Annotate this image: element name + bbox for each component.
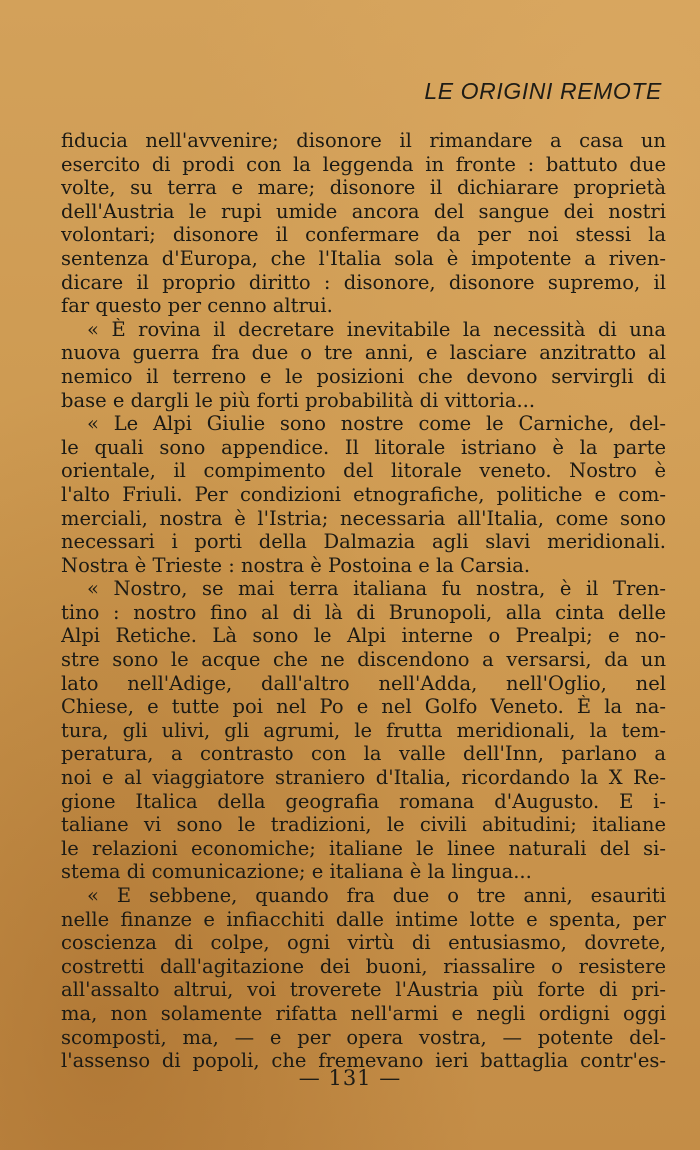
text-line: merciali, nostra è l'Istria; necessaria all'Italia, come sono <box>61 506 666 530</box>
text-line: scomposti, ma, — e per opera vostra, — potente del- <box>61 1025 666 1049</box>
text-line: volte, su terra e mare; disonore il dichiarare proprietà <box>61 176 666 200</box>
text-line: costretti dall'agitazione dei buoni, riassalire o resistere <box>61 954 666 978</box>
text-line: tura, gli ulivi, gli agrumi, le frutta meridionali, la tem- <box>61 718 666 742</box>
text-line: nuova guerra fra due o tre anni, e lasciare anzitratto al <box>61 341 666 365</box>
text-line: l'alto Friuli. Per condizioni etnografiche, politiche e com- <box>61 482 666 506</box>
text-line: noi e al viaggiatore straniero d'Italia, ricordando la X Re- <box>61 766 666 790</box>
text-line: base e dargli le più forti probabilità di vittoria... <box>61 388 536 412</box>
text-line: taliane vi sono le tradizioni, le civili abitudini; italiane <box>61 813 666 837</box>
text-line: dicare il proprio diritto : disonore, disonore supremo, il <box>61 270 666 294</box>
text-line: « Le Alpi Giulie sono nostre come le Carniche, del- <box>87 412 666 436</box>
text-line: fiducia nell'avvenire; disonore il rimandare a casa un <box>61 129 666 152</box>
text-line: far questo per cenno altrui. <box>61 294 333 318</box>
text-line: l'assenso di popoli, che fremevano ieri battaglia contr'es- <box>61 1049 666 1073</box>
text-line: nemico il terreno e le posizioni che devono servirgli di <box>61 364 666 388</box>
text-line: volontari; disonore il confermare da per noi stessi la <box>61 223 666 247</box>
text-line: stre sono le acque che ne discendono a versarsi, da un <box>61 648 666 672</box>
text-line: lato nell'Adige, dall'altro nell'Adda, nell'Oglio, nel <box>61 671 666 695</box>
text-line: le quali sono appendice. Il litorale istriano è la parte <box>61 435 666 459</box>
page-number: — 131 — <box>298 1066 402 1090</box>
running-header: LE ORIGINI REMOTE <box>424 78 662 104</box>
text-line: nelle finanze e infiacchiti dalle intime lotte e spenta, per <box>61 907 666 931</box>
text-line: gione Italica della geografia romana d'Augusto. E i- <box>61 789 666 813</box>
text-line: « Nostro, se mai terra italiana fu nostra, è il Tren- <box>87 577 666 601</box>
text-line: tino : nostro fino al di là di Brunopoli, alla cinta delle <box>61 600 666 624</box>
text-line: all'assalto altrui, voi troverete l'Austria più forte di pri- <box>61 978 666 1002</box>
text-line: ma, non solamente rifatta nell'armi e negli ordigni oggi <box>61 1001 666 1025</box>
text-line: « È rovina il decretare inevitabile la necessità di una <box>87 317 666 341</box>
text-line: « E sebbene, quando fra due o tre anni, esauriti <box>87 884 666 907</box>
text-line: stema di comunicazione; e italiana è la lingua... <box>61 860 532 884</box>
text-line: esercito di prodi con la leggenda in fronte : battuto due <box>61 152 666 176</box>
body-text <box>61 129 666 1073</box>
text-line: necessari i porti della Dalmazia agli slavi meridionali. <box>61 530 666 554</box>
text-line: peratura, a contrasto con la valle dell'Inn, parlano a <box>61 742 666 766</box>
text-line: Nostra è Trieste : nostra è Postoina e la Carsia. <box>61 553 531 577</box>
text-line: Alpi Retiche. Là sono le Alpi interne o Prealpi; e no- <box>61 624 666 648</box>
text-line: le relazioni economiche; italiane le linee naturali del si- <box>61 836 666 860</box>
text-line: sentenza d'Europa, che l'Italia sola è impotente a riven- <box>61 246 666 270</box>
text-line: orientale, il compimento del litorale veneto. Nostro è <box>61 459 666 483</box>
text-line: dell'Austria le rupi umide ancora del sangue dei nostri <box>61 199 666 223</box>
text-line: coscienza di colpe, ogni virtù di entusiasmo, dovrete, <box>61 931 666 955</box>
text-line: Chiese, e tutte poi nel Po e nel Golfo Veneto. È la na- <box>61 695 666 719</box>
